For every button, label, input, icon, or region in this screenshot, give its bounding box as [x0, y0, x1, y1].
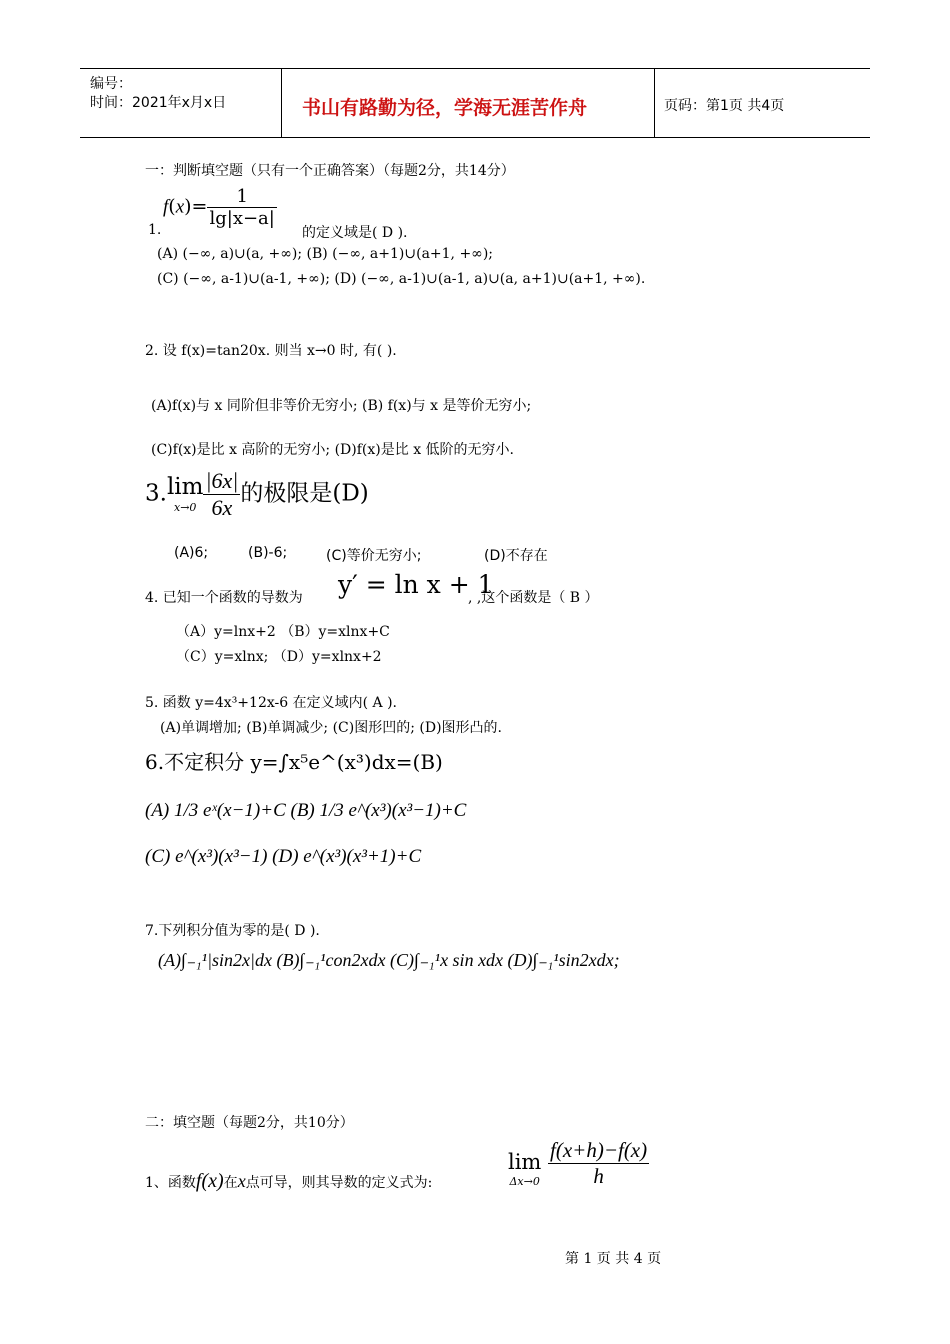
q1-formula: f(x)= $\frac{1}{\lg|x-a|}$	[163, 186, 275, 229]
header-left-cell	[80, 69, 281, 137]
s2-q1-fraction	[548, 1138, 649, 1189]
q3-denominator: 6x	[211, 495, 233, 520]
q5-options: (A)单调增加; (B)单调减少; (C)图形凹的; (D)图形凸的.	[160, 720, 502, 736]
q1-options-ab: (A) (−∞, a)∪(a, +∞); (B) (−∞, a+1)∪(a+1, +∞);	[157, 246, 494, 262]
q3-option-a: (A)6;	[174, 545, 209, 561]
page-footer: 第 1 页 共 4 页	[565, 1251, 662, 1267]
q4-post: , ,这个函数是（ B ）	[468, 590, 599, 606]
s2-q1-lim: lim Δx→0	[508, 1150, 542, 1188]
s2-q1-mid: 在	[223, 1175, 238, 1191]
q3-formula	[145, 468, 369, 521]
q3-lim-word: lim	[166, 474, 204, 500]
page-info: 页码：第1页 共4页	[664, 98, 785, 114]
q4-options-ab: （A）y=lnx+2 （B）y=xlnx+C	[176, 624, 390, 640]
section2-title: 二：填空题（每题2分，共10分）	[145, 1115, 354, 1131]
q3-numerator: |6x|	[205, 468, 239, 493]
s2-q1-numerator: f(x+h)−f(x)	[550, 1138, 648, 1162]
q2-stem: 2. 设 f(x)=tan20x. 则当 x→0 时, 有( ).	[145, 343, 397, 359]
motto: 书山有路勤为径，学海无涯苦作舟	[302, 97, 588, 119]
q4-pre: 4. 已知一个函数的导数为	[145, 590, 303, 606]
q3-option-d: (D)不存在	[484, 548, 548, 564]
q2-options-ab: (A)f(x)与 x 同阶但非等价无穷小; (B) f(x)与 x 是等价无穷小;	[151, 398, 532, 414]
q2-options-cd: (C)f(x)是比 x 高阶的无穷小; (D)f(x)是比 x 低阶的无穷小.	[151, 442, 514, 458]
q6-stem: 6.不定积分 y=∫x⁵e^(x³)dx=(B)	[145, 750, 443, 774]
header-table	[80, 68, 870, 138]
s2-q1-pre: 1、函数	[145, 1175, 196, 1191]
q4-options-cd: （C）y=xlnx; （D）y=xlnx+2	[176, 649, 382, 665]
s2-q1-lim-under: Δx→0	[509, 1175, 540, 1188]
q1-formula-numerator: 1	[207, 186, 276, 208]
s2-q1-denominator: h	[593, 1164, 604, 1188]
q7-options: (A)∫₋₁¹|sin2x|dx (B)∫₋₁¹con2xdx (C)∫₋₁¹x sin xdx (D)∫₋₁¹sin2xdx;	[158, 950, 620, 970]
section1-title: 一：判断填空题（只有一个正确答案）（每题2分，共14分）	[145, 163, 515, 179]
number-label: 编号：	[90, 76, 132, 92]
q1-options-cd: (C) (−∞, a-1)∪(a-1, +∞); (D) (−∞, a-1)∪(a-1, a)∪(a, a+1)∪(a+1, +∞).	[157, 271, 646, 287]
header-motto-cell	[281, 69, 655, 137]
q4-formula: y′ = ln x + 1	[338, 570, 494, 599]
header-right-cell	[654, 69, 870, 137]
q7-stem: 7.下列积分值为零的是( D ).	[145, 923, 320, 939]
s2-q1-line	[145, 1170, 432, 1193]
q5-stem: 5. 函数 y=4x³+12x-6 在定义域内( A ).	[145, 695, 397, 711]
q3-option-b: (B)-6;	[248, 545, 288, 561]
q6-options-row1: (A) 1/3 eˣ(x−1)+C (B) 1/3 e^(x³)(x³−1)+C	[145, 800, 467, 821]
s2-q1-x: x	[237, 1171, 246, 1191]
q3-option-c: (C)等价无穷小;	[326, 548, 422, 564]
s2-q1-fx: f(x)	[195, 1170, 224, 1192]
q1-formula-denominator: lg|x−a|	[209, 208, 275, 229]
time-label: 时间：2021年x月x日	[90, 95, 227, 111]
q3-lim-under: x→0	[174, 501, 197, 514]
s2-q1-post: 点可导，则其导数的定义式为:	[245, 1175, 433, 1191]
q3-prefix: 3.	[145, 480, 167, 507]
q1-text: 的定义域是( D ).	[302, 225, 408, 241]
q6-options-row2: (C) e^(x³)(x³−1) (D) e^(x³)(x³+1)+C	[145, 846, 422, 867]
q3-suffix: 的极限是(D)	[240, 480, 369, 507]
q1-number: 1.	[148, 222, 162, 238]
